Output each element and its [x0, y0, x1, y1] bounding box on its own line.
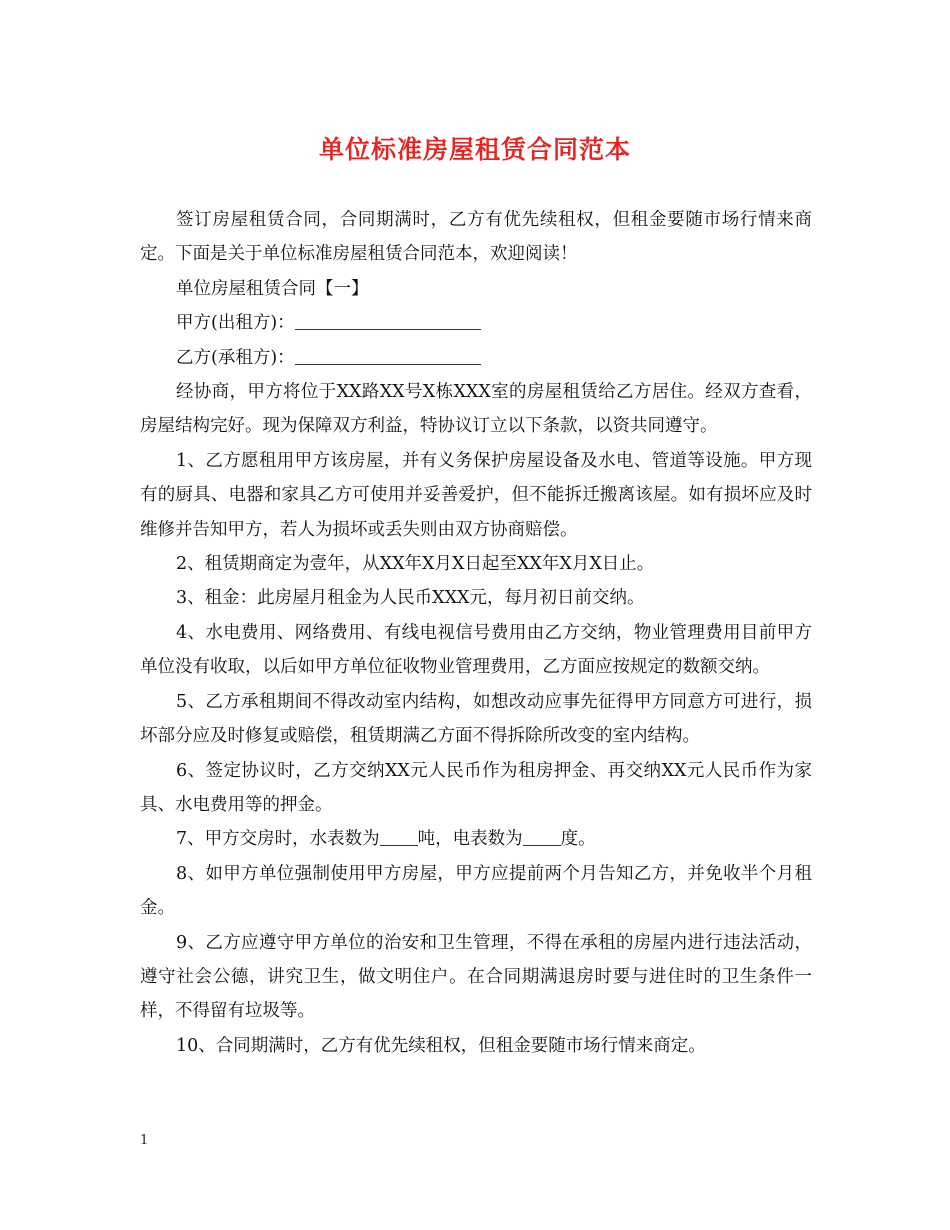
party-a-label: 甲方(出租方)： — [176, 313, 295, 334]
water-meter-blank — [380, 827, 418, 846]
clause-7-suffix: 度。 — [560, 829, 596, 850]
document-body — [140, 203, 812, 1063]
party-b-blank — [295, 346, 481, 365]
clause-5: 5、乙方承租期间不得改动室内结构，如想改动应事先征得甲方同意方可进行，损坏部分应及时修复或赔偿，租赁期满乙方面不得拆除所改变的室内结构。 — [140, 691, 812, 747]
clause-4: 4、水电费用、网络费用、有线电视信号费用由乙方交纳，物业管理费用目前甲方单位没有收取，以后如甲方单位征收物业管理费用，乙方面应按规定的数额交纳。 — [140, 622, 812, 678]
clause-8: 8、如甲方单位强制使用甲方房屋，甲方应提前两个月告知乙方，并免收半个月租金。 — [140, 863, 812, 919]
clause-6: 6、签定协议时，乙方交纳XX元人民币作为租房押金、再交纳XX元人民币作为家具、水电费用等的押金。 — [140, 760, 812, 815]
clause-2: 2、租赁期商定为壹年，从XX年X月X日起至XX年X月X日止。 — [176, 554, 655, 575]
document-title: 单位标准房屋租赁合同范本 — [318, 135, 631, 164]
clause-9: 9、乙方应遵守甲方单位的治安和卫生管理，不得在承租的房屋内进行违法活动，遵守社会公德，讲究卫生，做文明住户。在合同期满退房时要与进住时的卫生条件一样，不得留有垃圾等。 — [140, 932, 812, 1022]
party-a-blank — [295, 311, 481, 330]
party-a-line — [140, 306, 812, 340]
section-heading: 单位房屋租赁合同【一】 — [176, 278, 369, 299]
clause-7-prefix: 7、甲方交房时，水表数为 — [176, 829, 380, 850]
clause-7 — [140, 822, 812, 856]
party-b-line — [140, 341, 812, 375]
clause-10: 10、合同期满时，乙方有优先续租权，但租金要随市场行情来商定。 — [176, 1035, 706, 1056]
page-number: 1 — [140, 1133, 149, 1148]
party-b-label: 乙方(承租方)： — [176, 347, 295, 368]
clause-1: 1、乙方愿租用甲方该房屋，并有义务保护房屋设备及水电、管道等设施。甲方现有的厨具、电器和家具乙方可使用并妥善爱护，但不能拆迁搬离该屋。如有损坏应及时维修并告知甲方，若人为损坏或丢失则由双方协商赔偿。 — [140, 450, 812, 540]
preamble-paragraph: 经协商，甲方将位于XX路XX号X栋XXX室的房屋租赁给乙方居住。经双方查看，房屋结构完好。现为保障双方利益，特协议订立以下条款，以资共同遵守。 — [140, 382, 812, 437]
clause-3: 3、租金：此房屋月租金为人民币XXX元，每月初日前交纳。 — [176, 588, 645, 609]
electric-meter-blank — [523, 827, 561, 846]
intro-paragraph: 签订房屋租赁合同，合同期满时，乙方有优先续租权，但租金要随市场行情来商定。下面是关于单位标准房屋租赁合同范本，欢迎阅读！ — [140, 210, 812, 265]
clause-7-middle: 吨，电表数为 — [417, 829, 523, 850]
